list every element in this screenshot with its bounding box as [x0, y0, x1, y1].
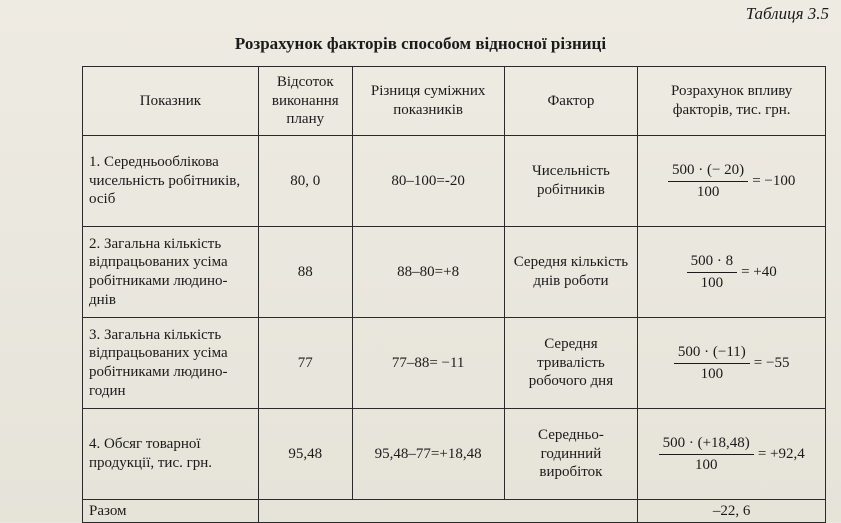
header-row: [83, 67, 826, 136]
table-row: [83, 227, 826, 318]
table-row: [83, 136, 826, 227]
factor-cell: Середня кількість днів роботи: [504, 227, 638, 318]
difference-cell: 95,48–77=+18,48: [352, 409, 504, 500]
percent-cell: 77: [258, 318, 352, 409]
indicator-cell: 2. Загальна кількість відпрацьованих усіма робітниками людино-днів: [83, 227, 259, 318]
fraction: [687, 252, 738, 293]
factor-table: [82, 66, 826, 523]
percent-cell: 95,48: [258, 409, 352, 500]
calculation-result: = −55: [753, 354, 790, 371]
fraction-numerator: 500 · (− 20): [668, 161, 748, 182]
calculation-cell: [638, 227, 826, 318]
header-percent: Відсоток виконання плану: [258, 67, 352, 136]
indicator-cell: 4. Обсяг товарної продукції, тис. грн.: [83, 409, 259, 500]
total-label: Разом: [83, 500, 259, 523]
factor-cell: Середньо-годинний виробіток: [504, 409, 638, 500]
table-title: Розрахунок факторів способом відносної різниці: [234, 34, 607, 53]
factor-cell: Середня тривалість робочого дня: [504, 318, 638, 409]
header-factor: Фактор: [504, 67, 638, 136]
fraction-numerator: 500 · (+18,48): [659, 434, 754, 455]
calculation-cell: [638, 318, 826, 409]
fraction-denominator: 100: [700, 274, 724, 291]
calculation-cell: [638, 409, 826, 500]
calculation-result: = +40: [741, 263, 777, 280]
fraction-numerator: 500 · 8: [687, 252, 738, 273]
calculation-result: = −100: [752, 172, 796, 189]
difference-cell: 80–100=-20: [352, 136, 504, 227]
indicator-cell: 3. Загальна кількість відпрацьованих усіма робітниками людино-годин: [83, 318, 259, 409]
calculation-cell: [638, 136, 826, 227]
table-row: [83, 409, 826, 500]
fraction-denominator: 100: [700, 365, 724, 382]
percent-cell: 88: [258, 227, 352, 318]
fraction: [674, 343, 750, 384]
header-indicator: Показник: [83, 67, 259, 136]
calculation-result: = +92,4: [757, 445, 805, 462]
fraction: [659, 434, 754, 475]
difference-cell: 77–88= −11: [352, 318, 504, 409]
total-value: –22, 6: [638, 500, 826, 523]
fraction-numerator: 500 · (−11): [674, 343, 750, 364]
fraction: [668, 161, 748, 202]
factor-cell: Чисельність робітників: [504, 136, 638, 227]
header-difference: Різниця суміжних показників: [352, 67, 504, 136]
difference-cell: 88–80=+8: [352, 227, 504, 318]
total-empty: [258, 500, 638, 523]
fraction-denominator: 100: [694, 456, 718, 473]
header-calculation: Розрахунок впливу факторів, тис. грн.: [638, 67, 826, 136]
table-number: Таблиця 3.5: [745, 4, 829, 23]
indicator-cell: 1. Середньооблікова чисельність робітників, осіб: [83, 136, 259, 227]
percent-cell: 80, 0: [258, 136, 352, 227]
total-row: [83, 500, 826, 523]
fraction-denominator: 100: [696, 183, 720, 200]
table-row: [83, 318, 826, 409]
